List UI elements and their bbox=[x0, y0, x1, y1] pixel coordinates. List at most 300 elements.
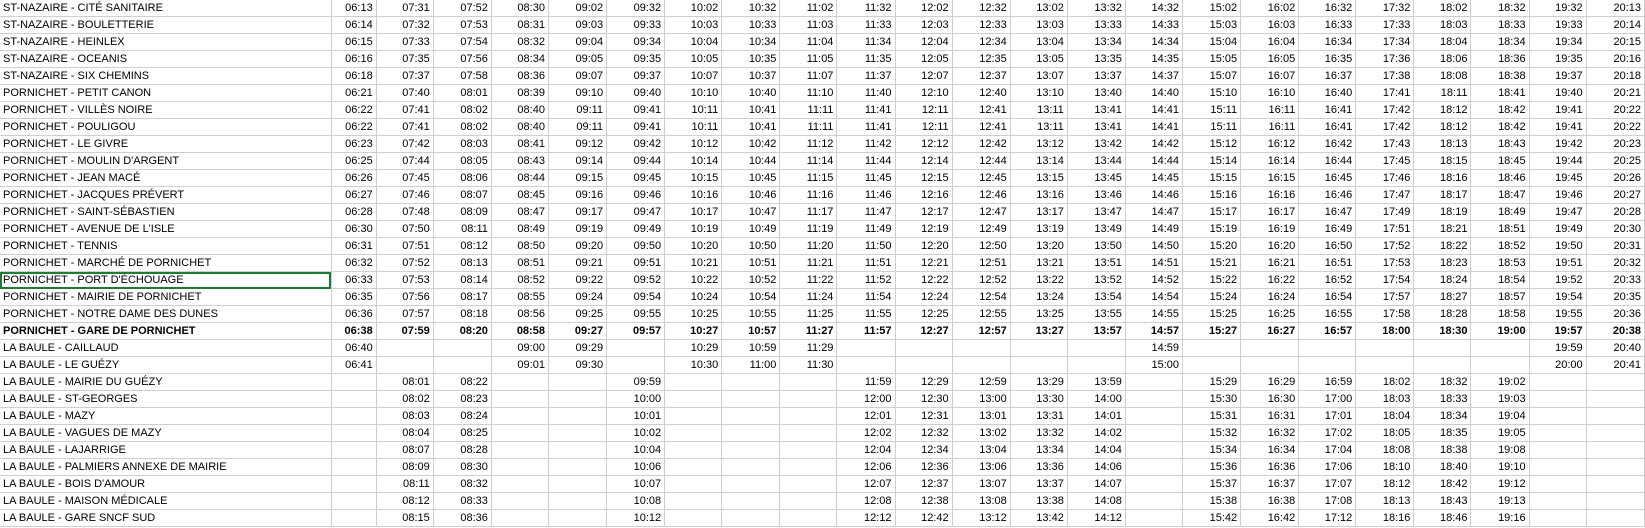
time-cell[interactable]: 10:50 bbox=[722, 238, 780, 255]
time-cell[interactable]: 18:04 bbox=[1356, 408, 1414, 425]
time-cell[interactable] bbox=[331, 442, 376, 459]
time-cell[interactable]: 16:14 bbox=[1241, 153, 1299, 170]
stop-name-cell[interactable]: ST-NAZAIRE - OCEANIS bbox=[0, 51, 331, 68]
time-cell[interactable]: 14:41 bbox=[1125, 119, 1182, 136]
time-cell[interactable]: 14:41 bbox=[1125, 102, 1182, 119]
time-cell[interactable]: 17:41 bbox=[1356, 85, 1414, 102]
time-cell[interactable]: 19:44 bbox=[1529, 153, 1586, 170]
time-cell[interactable]: 16:32 bbox=[1241, 425, 1299, 442]
time-cell[interactable]: 11:15 bbox=[780, 170, 837, 187]
time-cell[interactable]: 09:51 bbox=[607, 255, 665, 272]
time-cell[interactable]: 10:32 bbox=[722, 0, 780, 17]
time-cell[interactable]: 17:42 bbox=[1356, 102, 1414, 119]
time-cell[interactable]: 09:01 bbox=[491, 357, 548, 374]
time-cell[interactable]: 12:07 bbox=[837, 476, 895, 493]
time-cell[interactable]: 16:04 bbox=[1241, 34, 1299, 51]
time-cell[interactable] bbox=[607, 357, 665, 374]
time-cell[interactable]: 18:12 bbox=[1414, 102, 1471, 119]
time-cell[interactable]: 11:35 bbox=[837, 51, 895, 68]
time-cell[interactable]: 15:25 bbox=[1183, 306, 1241, 323]
time-cell[interactable]: 13:32 bbox=[1067, 0, 1125, 17]
time-cell[interactable]: 12:01 bbox=[837, 408, 895, 425]
time-cell[interactable]: 09:49 bbox=[607, 221, 665, 238]
time-cell[interactable]: 10:01 bbox=[607, 408, 665, 425]
time-cell[interactable]: 10:04 bbox=[665, 34, 722, 51]
time-cell[interactable]: 09:15 bbox=[548, 170, 606, 187]
time-cell[interactable]: 09:16 bbox=[548, 187, 606, 204]
time-cell[interactable]: 06:26 bbox=[331, 170, 376, 187]
time-cell[interactable]: 11:41 bbox=[837, 119, 895, 136]
time-cell[interactable]: 20:18 bbox=[1586, 68, 1644, 85]
time-cell[interactable]: 10:20 bbox=[665, 238, 722, 255]
time-cell[interactable]: 10:55 bbox=[722, 306, 780, 323]
time-cell[interactable]: 15:19 bbox=[1183, 221, 1241, 238]
time-cell[interactable]: 11:12 bbox=[780, 136, 837, 153]
time-cell[interactable]: 11:45 bbox=[837, 170, 895, 187]
time-cell[interactable]: 19:04 bbox=[1471, 408, 1529, 425]
stop-name-cell[interactable]: PORNICHET - MAIRIE DE PORNICHET bbox=[0, 289, 331, 306]
time-cell[interactable]: 15:27 bbox=[1183, 323, 1241, 340]
time-cell[interactable]: 07:51 bbox=[376, 238, 433, 255]
time-cell[interactable]: 09:11 bbox=[548, 102, 606, 119]
time-cell[interactable]: 08:28 bbox=[433, 442, 491, 459]
time-cell[interactable]: 08:01 bbox=[376, 374, 433, 391]
time-cell[interactable]: 09:54 bbox=[607, 289, 665, 306]
time-cell[interactable]: 18:38 bbox=[1414, 442, 1471, 459]
time-cell[interactable]: 18:10 bbox=[1356, 459, 1414, 476]
time-cell[interactable]: 18:04 bbox=[1414, 34, 1471, 51]
time-cell[interactable]: 18:38 bbox=[1471, 68, 1529, 85]
time-cell[interactable]: 17:32 bbox=[1356, 0, 1414, 17]
time-cell[interactable]: 16:19 bbox=[1241, 221, 1299, 238]
time-cell[interactable]: 18:30 bbox=[1414, 323, 1471, 340]
time-cell[interactable]: 14:33 bbox=[1125, 17, 1182, 34]
time-cell[interactable]: 11:41 bbox=[837, 102, 895, 119]
time-cell[interactable]: 10:27 bbox=[665, 323, 722, 340]
time-cell[interactable]: 12:35 bbox=[952, 51, 1010, 68]
stop-name-cell[interactable]: PORNICHET - AVENUE DE L'ISLE bbox=[0, 221, 331, 238]
time-cell[interactable]: 19:16 bbox=[1471, 510, 1529, 527]
time-cell[interactable]: 16:02 bbox=[1241, 0, 1299, 17]
time-cell[interactable]: 08:52 bbox=[491, 272, 548, 289]
time-cell[interactable]: 14:46 bbox=[1125, 187, 1182, 204]
time-cell[interactable]: 10:02 bbox=[607, 425, 665, 442]
time-cell[interactable]: 06:35 bbox=[331, 289, 376, 306]
time-cell[interactable]: 14:54 bbox=[1125, 289, 1182, 306]
time-cell[interactable]: 13:27 bbox=[1010, 323, 1067, 340]
time-cell[interactable]: 12:21 bbox=[895, 255, 952, 272]
time-cell[interactable]: 09:34 bbox=[607, 34, 665, 51]
time-cell[interactable] bbox=[722, 476, 780, 493]
time-cell[interactable]: 11:11 bbox=[780, 102, 837, 119]
time-cell[interactable]: 15:07 bbox=[1183, 68, 1241, 85]
time-cell[interactable]: 16:15 bbox=[1241, 170, 1299, 187]
time-cell[interactable]: 11:20 bbox=[780, 238, 837, 255]
time-cell[interactable]: 17:58 bbox=[1356, 306, 1414, 323]
time-cell[interactable] bbox=[548, 476, 606, 493]
time-cell[interactable]: 12:12 bbox=[837, 510, 895, 527]
time-cell[interactable]: 16:52 bbox=[1299, 272, 1356, 289]
time-cell[interactable]: 16:10 bbox=[1241, 85, 1299, 102]
time-cell[interactable]: 09:00 bbox=[491, 340, 548, 357]
time-cell[interactable] bbox=[1586, 408, 1644, 425]
time-cell[interactable]: 17:53 bbox=[1356, 255, 1414, 272]
time-cell[interactable]: 13:12 bbox=[1010, 136, 1067, 153]
time-cell[interactable]: 18:12 bbox=[1414, 119, 1471, 136]
stop-name-cell[interactable]: PORNICHET - VILLÈS NOIRE bbox=[0, 102, 331, 119]
time-cell[interactable]: 08:56 bbox=[491, 306, 548, 323]
time-cell[interactable]: 06:22 bbox=[331, 119, 376, 136]
time-cell[interactable]: 12:29 bbox=[895, 374, 952, 391]
time-cell[interactable]: 08:02 bbox=[433, 119, 491, 136]
time-cell[interactable]: 13:52 bbox=[1067, 272, 1125, 289]
time-cell[interactable] bbox=[1010, 340, 1067, 357]
time-cell[interactable]: 19:12 bbox=[1471, 476, 1529, 493]
time-cell[interactable]: 12:51 bbox=[952, 255, 1010, 272]
time-cell[interactable]: 09:27 bbox=[548, 323, 606, 340]
time-cell[interactable]: 15:11 bbox=[1183, 119, 1241, 136]
time-cell[interactable]: 13:20 bbox=[1010, 238, 1067, 255]
time-cell[interactable]: 09:45 bbox=[607, 170, 665, 187]
time-cell[interactable]: 18:42 bbox=[1414, 476, 1471, 493]
time-cell[interactable]: 08:05 bbox=[433, 153, 491, 170]
time-cell[interactable]: 15:03 bbox=[1183, 17, 1241, 34]
time-cell[interactable]: 14:37 bbox=[1125, 68, 1182, 85]
time-cell[interactable]: 15:31 bbox=[1183, 408, 1241, 425]
time-cell[interactable]: 07:54 bbox=[433, 34, 491, 51]
time-cell[interactable]: 08:45 bbox=[491, 187, 548, 204]
time-cell[interactable]: 10:06 bbox=[607, 459, 665, 476]
time-cell[interactable]: 18:43 bbox=[1471, 136, 1529, 153]
time-cell[interactable]: 20:33 bbox=[1586, 272, 1644, 289]
time-cell[interactable]: 15:05 bbox=[1183, 51, 1241, 68]
time-cell[interactable]: 11:29 bbox=[780, 340, 837, 357]
time-cell[interactable]: 19:05 bbox=[1471, 425, 1529, 442]
time-cell[interactable]: 14:51 bbox=[1125, 255, 1182, 272]
time-cell[interactable]: 12:59 bbox=[952, 374, 1010, 391]
time-cell[interactable]: 12:44 bbox=[952, 153, 1010, 170]
time-cell[interactable]: 09:40 bbox=[607, 85, 665, 102]
time-cell[interactable]: 16:59 bbox=[1299, 374, 1356, 391]
time-cell[interactable] bbox=[1299, 340, 1356, 357]
time-cell[interactable]: 19:57 bbox=[1529, 323, 1586, 340]
time-cell[interactable]: 11:02 bbox=[780, 0, 837, 17]
time-cell[interactable]: 17:12 bbox=[1299, 510, 1356, 527]
time-cell[interactable]: 13:32 bbox=[1010, 425, 1067, 442]
time-cell[interactable]: 08:20 bbox=[433, 323, 491, 340]
time-cell[interactable]: 07:46 bbox=[376, 187, 433, 204]
time-cell[interactable]: 20:21 bbox=[1586, 85, 1644, 102]
time-cell[interactable]: 18:45 bbox=[1471, 153, 1529, 170]
time-cell[interactable]: 18:03 bbox=[1414, 17, 1471, 34]
time-cell[interactable]: 14:02 bbox=[1067, 425, 1125, 442]
time-cell[interactable]: 07:57 bbox=[376, 306, 433, 323]
time-cell[interactable]: 10:25 bbox=[665, 306, 722, 323]
time-cell[interactable]: 16:44 bbox=[1299, 153, 1356, 170]
stop-name-cell[interactable]: LA BAULE - LE GUÉZY bbox=[0, 357, 331, 374]
time-cell[interactable]: 18:24 bbox=[1414, 272, 1471, 289]
time-cell[interactable]: 13:34 bbox=[1010, 442, 1067, 459]
time-cell[interactable]: 18:32 bbox=[1414, 374, 1471, 391]
time-cell[interactable]: 17:49 bbox=[1356, 204, 1414, 221]
time-cell[interactable] bbox=[952, 340, 1010, 357]
time-cell[interactable] bbox=[548, 391, 606, 408]
time-cell[interactable] bbox=[1125, 493, 1182, 510]
time-cell[interactable]: 13:55 bbox=[1067, 306, 1125, 323]
time-cell[interactable]: 11:37 bbox=[837, 68, 895, 85]
time-cell[interactable]: 11:52 bbox=[837, 272, 895, 289]
time-cell[interactable]: 18:32 bbox=[1471, 0, 1529, 17]
stop-name-cell[interactable]: LA BAULE - MAISON MÉDICALE bbox=[0, 493, 331, 510]
time-cell[interactable]: 07:50 bbox=[376, 221, 433, 238]
time-cell[interactable]: 10:41 bbox=[722, 119, 780, 136]
time-cell[interactable]: 11:46 bbox=[837, 187, 895, 204]
time-cell[interactable]: 19:40 bbox=[1529, 85, 1586, 102]
time-cell[interactable]: 09:04 bbox=[548, 34, 606, 51]
time-cell[interactable] bbox=[548, 510, 606, 527]
time-cell[interactable] bbox=[722, 374, 780, 391]
time-cell[interactable]: 18:15 bbox=[1414, 153, 1471, 170]
time-cell[interactable] bbox=[722, 459, 780, 476]
time-cell[interactable] bbox=[722, 510, 780, 527]
time-cell[interactable]: 18:33 bbox=[1414, 391, 1471, 408]
time-cell[interactable]: 19:00 bbox=[1471, 323, 1529, 340]
time-cell[interactable]: 10:45 bbox=[722, 170, 780, 187]
time-cell[interactable]: 17:57 bbox=[1356, 289, 1414, 306]
time-cell[interactable]: 10:47 bbox=[722, 204, 780, 221]
time-cell[interactable]: 18:27 bbox=[1414, 289, 1471, 306]
time-cell[interactable]: 08:06 bbox=[433, 170, 491, 187]
time-cell[interactable]: 13:29 bbox=[1010, 374, 1067, 391]
time-cell[interactable]: 12:41 bbox=[952, 102, 1010, 119]
time-cell[interactable] bbox=[1529, 476, 1586, 493]
time-cell[interactable]: 16:34 bbox=[1241, 442, 1299, 459]
time-cell[interactable]: 11:40 bbox=[837, 85, 895, 102]
time-cell[interactable]: 18:51 bbox=[1471, 221, 1529, 238]
time-cell[interactable]: 10:46 bbox=[722, 187, 780, 204]
time-cell[interactable]: 16:30 bbox=[1241, 391, 1299, 408]
time-cell[interactable]: 18:57 bbox=[1471, 289, 1529, 306]
time-cell[interactable]: 15:22 bbox=[1183, 272, 1241, 289]
time-cell[interactable]: 18:23 bbox=[1414, 255, 1471, 272]
time-cell[interactable] bbox=[1125, 476, 1182, 493]
time-cell[interactable]: 10:33 bbox=[722, 17, 780, 34]
time-cell[interactable]: 09:47 bbox=[607, 204, 665, 221]
time-cell[interactable]: 11:42 bbox=[837, 136, 895, 153]
time-cell[interactable]: 15:34 bbox=[1183, 442, 1241, 459]
stop-name-cell[interactable]: PORNICHET - GARE DE PORNICHET bbox=[0, 323, 331, 340]
stop-name-cell[interactable]: ST-NAZAIRE - HEINLEX bbox=[0, 34, 331, 51]
time-cell[interactable]: 07:35 bbox=[376, 51, 433, 68]
time-cell[interactable]: 13:03 bbox=[1010, 17, 1067, 34]
time-cell[interactable]: 13:02 bbox=[952, 425, 1010, 442]
time-cell[interactable]: 16:57 bbox=[1299, 323, 1356, 340]
time-cell[interactable]: 11:34 bbox=[837, 34, 895, 51]
time-cell[interactable]: 17:01 bbox=[1299, 408, 1356, 425]
time-cell[interactable]: 16:27 bbox=[1241, 323, 1299, 340]
time-cell[interactable]: 10:22 bbox=[665, 272, 722, 289]
time-cell[interactable] bbox=[780, 510, 837, 527]
time-cell[interactable]: 15:04 bbox=[1183, 34, 1241, 51]
time-cell[interactable]: 06:28 bbox=[331, 204, 376, 221]
time-cell[interactable]: 18:49 bbox=[1471, 204, 1529, 221]
time-cell[interactable]: 17:43 bbox=[1356, 136, 1414, 153]
time-cell[interactable] bbox=[1183, 357, 1241, 374]
time-cell[interactable]: 10:03 bbox=[665, 17, 722, 34]
time-cell[interactable]: 14:50 bbox=[1125, 238, 1182, 255]
time-cell[interactable]: 18:02 bbox=[1356, 374, 1414, 391]
time-cell[interactable]: 13:38 bbox=[1010, 493, 1067, 510]
time-cell[interactable]: 08:58 bbox=[491, 323, 548, 340]
time-cell[interactable] bbox=[722, 442, 780, 459]
time-cell[interactable]: 15:11 bbox=[1183, 102, 1241, 119]
time-cell[interactable]: 15:37 bbox=[1183, 476, 1241, 493]
time-cell[interactable]: 08:12 bbox=[376, 493, 433, 510]
time-cell[interactable] bbox=[780, 459, 837, 476]
time-cell[interactable]: 18:34 bbox=[1414, 408, 1471, 425]
time-cell[interactable]: 14:49 bbox=[1125, 221, 1182, 238]
time-cell[interactable]: 17:06 bbox=[1299, 459, 1356, 476]
time-cell[interactable] bbox=[1529, 493, 1586, 510]
time-cell[interactable]: 06:32 bbox=[331, 255, 376, 272]
time-cell[interactable]: 07:52 bbox=[376, 255, 433, 272]
time-cell[interactable]: 13:40 bbox=[1067, 85, 1125, 102]
time-cell[interactable]: 08:50 bbox=[491, 238, 548, 255]
time-cell[interactable]: 08:13 bbox=[433, 255, 491, 272]
time-cell[interactable] bbox=[780, 374, 837, 391]
time-cell[interactable]: 17:46 bbox=[1356, 170, 1414, 187]
time-cell[interactable]: 18:40 bbox=[1414, 459, 1471, 476]
time-cell[interactable]: 07:33 bbox=[376, 34, 433, 51]
stop-name-cell[interactable]: PORNICHET - POULIGOU bbox=[0, 119, 331, 136]
time-cell[interactable]: 11:50 bbox=[837, 238, 895, 255]
time-cell[interactable]: 06:38 bbox=[331, 323, 376, 340]
time-cell[interactable]: 13:30 bbox=[1010, 391, 1067, 408]
time-cell[interactable]: 13:00 bbox=[952, 391, 1010, 408]
time-cell[interactable]: 09:19 bbox=[548, 221, 606, 238]
time-cell[interactable]: 07:56 bbox=[433, 51, 491, 68]
time-cell[interactable]: 15:29 bbox=[1183, 374, 1241, 391]
time-cell[interactable] bbox=[1586, 459, 1644, 476]
time-cell[interactable]: 08:23 bbox=[433, 391, 491, 408]
time-cell[interactable]: 15:00 bbox=[1125, 357, 1182, 374]
time-cell[interactable]: 11:57 bbox=[837, 323, 895, 340]
time-cell[interactable]: 08:09 bbox=[376, 459, 433, 476]
time-cell[interactable]: 12:34 bbox=[952, 34, 1010, 51]
time-cell[interactable]: 08:47 bbox=[491, 204, 548, 221]
time-cell[interactable]: 12:04 bbox=[895, 34, 952, 51]
time-cell[interactable]: 08:25 bbox=[433, 425, 491, 442]
time-cell[interactable]: 18:03 bbox=[1356, 391, 1414, 408]
time-cell[interactable]: 13:07 bbox=[1010, 68, 1067, 85]
time-cell[interactable]: 12:27 bbox=[895, 323, 952, 340]
time-cell[interactable]: 06:23 bbox=[331, 136, 376, 153]
time-cell[interactable]: 19:59 bbox=[1529, 340, 1586, 357]
time-cell[interactable] bbox=[491, 442, 548, 459]
time-cell[interactable]: 10:11 bbox=[665, 102, 722, 119]
time-cell[interactable]: 09:29 bbox=[548, 340, 606, 357]
time-cell[interactable]: 13:59 bbox=[1067, 374, 1125, 391]
time-cell[interactable]: 14:12 bbox=[1067, 510, 1125, 527]
time-cell[interactable]: 19:41 bbox=[1529, 102, 1586, 119]
time-cell[interactable]: 10:49 bbox=[722, 221, 780, 238]
time-cell[interactable]: 19:54 bbox=[1529, 289, 1586, 306]
time-cell[interactable] bbox=[1586, 374, 1644, 391]
time-cell[interactable]: 11:03 bbox=[780, 17, 837, 34]
time-cell[interactable]: 17:33 bbox=[1356, 17, 1414, 34]
time-cell[interactable]: 13:31 bbox=[1010, 408, 1067, 425]
stop-name-cell[interactable]: PORNICHET - JACQUES PRÉVERT bbox=[0, 187, 331, 204]
time-cell[interactable]: 14:06 bbox=[1067, 459, 1125, 476]
time-cell[interactable] bbox=[665, 476, 722, 493]
time-cell[interactable]: 12:04 bbox=[837, 442, 895, 459]
time-cell[interactable]: 19:34 bbox=[1529, 34, 1586, 51]
time-cell[interactable]: 13:42 bbox=[1067, 136, 1125, 153]
time-cell[interactable] bbox=[1471, 357, 1529, 374]
time-cell[interactable]: 19:08 bbox=[1471, 442, 1529, 459]
time-cell[interactable] bbox=[665, 459, 722, 476]
time-cell[interactable]: 18:05 bbox=[1356, 425, 1414, 442]
time-cell[interactable]: 20:14 bbox=[1586, 17, 1644, 34]
stop-name-cell[interactable]: PORNICHET - MOULIN D'ARGENT bbox=[0, 153, 331, 170]
time-cell[interactable]: 19:35 bbox=[1529, 51, 1586, 68]
time-cell[interactable]: 07:52 bbox=[433, 0, 491, 17]
time-cell[interactable]: 12:41 bbox=[952, 119, 1010, 136]
time-cell[interactable]: 08:02 bbox=[376, 391, 433, 408]
time-cell[interactable]: 13:44 bbox=[1067, 153, 1125, 170]
time-cell[interactable] bbox=[331, 510, 376, 527]
time-cell[interactable]: 18:11 bbox=[1414, 85, 1471, 102]
time-cell[interactable] bbox=[1125, 374, 1182, 391]
time-cell[interactable]: 16:55 bbox=[1299, 306, 1356, 323]
time-cell[interactable]: 12:25 bbox=[895, 306, 952, 323]
time-cell[interactable]: 09:12 bbox=[548, 136, 606, 153]
time-cell[interactable]: 07:42 bbox=[376, 136, 433, 153]
time-cell[interactable]: 20:40 bbox=[1586, 340, 1644, 357]
time-cell[interactable]: 19:49 bbox=[1529, 221, 1586, 238]
time-cell[interactable]: 18:58 bbox=[1471, 306, 1529, 323]
time-cell[interactable]: 15:32 bbox=[1183, 425, 1241, 442]
time-cell[interactable]: 07:41 bbox=[376, 119, 433, 136]
time-cell[interactable]: 11:49 bbox=[837, 221, 895, 238]
time-cell[interactable]: 13:04 bbox=[952, 442, 1010, 459]
time-cell[interactable]: 08:15 bbox=[376, 510, 433, 527]
time-cell[interactable] bbox=[780, 493, 837, 510]
time-cell[interactable]: 16:51 bbox=[1299, 255, 1356, 272]
time-cell[interactable]: 17:34 bbox=[1356, 34, 1414, 51]
time-cell[interactable] bbox=[491, 408, 548, 425]
time-cell[interactable]: 16:41 bbox=[1299, 102, 1356, 119]
time-cell[interactable]: 18:52 bbox=[1471, 238, 1529, 255]
stop-name-cell[interactable]: PORNICHET - JEAN MACÉ bbox=[0, 170, 331, 187]
time-cell[interactable]: 16:54 bbox=[1299, 289, 1356, 306]
time-cell[interactable]: 16:45 bbox=[1299, 170, 1356, 187]
time-cell[interactable]: 14:07 bbox=[1067, 476, 1125, 493]
time-cell[interactable]: 18:46 bbox=[1414, 510, 1471, 527]
time-cell[interactable] bbox=[665, 374, 722, 391]
time-cell[interactable] bbox=[1241, 340, 1299, 357]
time-cell[interactable]: 12:30 bbox=[895, 391, 952, 408]
time-cell[interactable]: 18:13 bbox=[1356, 493, 1414, 510]
time-cell[interactable]: 08:09 bbox=[433, 204, 491, 221]
time-cell[interactable]: 13:17 bbox=[1010, 204, 1067, 221]
time-cell[interactable]: 16:16 bbox=[1241, 187, 1299, 204]
time-cell[interactable]: 15:42 bbox=[1183, 510, 1241, 527]
time-cell[interactable]: 16:12 bbox=[1241, 136, 1299, 153]
time-cell[interactable] bbox=[331, 493, 376, 510]
time-cell[interactable]: 12:55 bbox=[952, 306, 1010, 323]
time-cell[interactable]: 15:20 bbox=[1183, 238, 1241, 255]
